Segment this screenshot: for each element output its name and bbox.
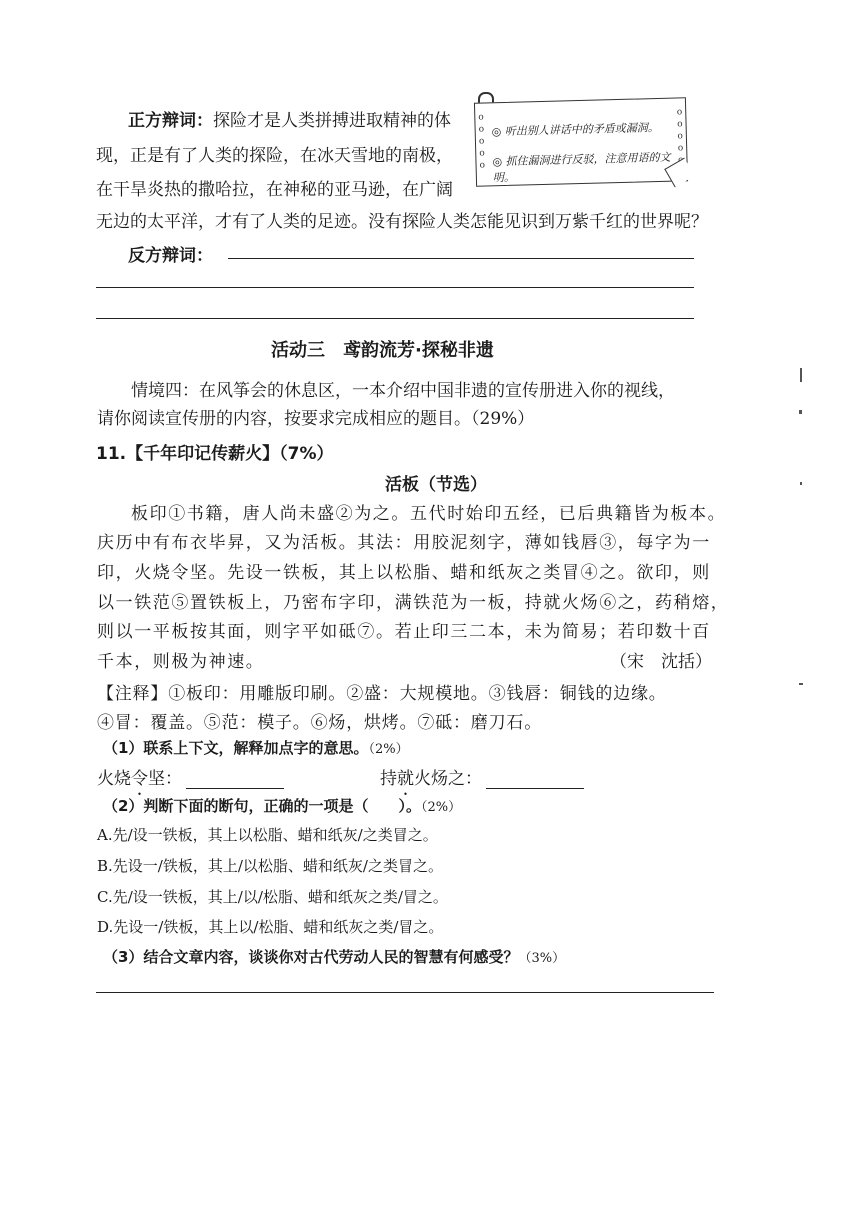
sub1-item1: 火烧令坚： (97, 764, 284, 789)
notes-line2: ④冒：覆盖。⑤范：模子。⑥炀，烘烤。⑦砥：磨刀石。 (97, 713, 542, 733)
sub1-prompt: （1）联系上下文，解释加点字的意思。（2%） (103, 739, 409, 757)
notes-line1: 【注释】①板印：用雕版印刷。②盛：大规模地。③钱唇：铜钱的边缘。 (97, 684, 667, 704)
dotted-char: 令 (131, 769, 148, 789)
sub2-prompt: （2）判断下面的断句，正确的一项是（ ）。（2%） (103, 797, 462, 815)
passage-line: 以一铁范⑤置铁板上，乃密布字印，满铁范为一板，持就火炀⑥之，药稍熔， (97, 593, 730, 613)
passage-line: 板印①书籍，唐人尚未盛②为之。五代时始印五经，已后典籍皆为板本。 (131, 504, 727, 524)
tip-item: ◎ 听出别人讲话中的矛盾或漏洞。 (491, 120, 659, 139)
sub3-answer-line[interactable] (96, 992, 714, 993)
sub1-answer-blank-2[interactable] (486, 788, 584, 789)
pro-argument-line1: 正方辩词：探险才是人类拼搏进取精神的体 (128, 111, 451, 131)
scene-text-line1: 情境四：在风筝会的休息区，一本介绍中国非遗的宣传册进入你的视线， (131, 381, 675, 401)
scan-mark (799, 410, 802, 414)
sub3-prompt: （3）结合文章内容，谈谈你对古代劳动人民的智慧有何感受？（3%） (103, 948, 566, 966)
option-c[interactable]: C.先/设一铁板，其上/以/松脂、蜡和纸灰之类/冒之。 (97, 888, 448, 906)
scene-text-line2: 请你阅读宣传册的内容，按要求完成相应的题目。（29%） (97, 409, 535, 429)
activity-title: 活动三 鸢韵流芳·探秘非遗 (271, 340, 494, 361)
tip-card (474, 97, 688, 187)
passage-line: 庆历中有布衣毕昇，又为活板。其法：用胶泥刻字，薄如钱唇③，每字为一 (97, 533, 711, 553)
con-answer-line-3[interactable] (96, 318, 694, 319)
tip-item: ◎ 抓住漏洞进行反驳，注意用语的文明。 (492, 150, 671, 185)
binder-holes-right: o o o o (676, 107, 684, 154)
scan-mark (800, 482, 802, 485)
question-11-heading: 11.【千年印记传薪火】（7%） (96, 444, 334, 464)
option-b[interactable]: B.先设一/铁板，其上/以松脂、蜡和纸灰/之类冒之。 (97, 857, 443, 875)
pro-argument-line2: 现，正是有了人类的探险，在冰天雪地的南极， (96, 146, 453, 166)
passage-title: 活板（节选） (385, 475, 487, 495)
pro-argument-line3: 在干旱炎热的撒哈拉，在神秘的亚马逊，在广阔 (96, 180, 453, 200)
scan-mark (800, 368, 802, 382)
passage-line: 印，火烧令坚。先设一铁板，其上以松脂、蜡和纸灰之类冒④之。欲印，则 (97, 563, 711, 583)
dotted-char: 就 (397, 769, 414, 789)
option-d[interactable]: D.先设一/铁板，其上以/松脂、蜡和纸灰之类/冒之。 (97, 918, 444, 936)
con-answer-line-1[interactable] (228, 258, 694, 259)
passage-line: 则以一平板按其面，则字平如砥⑦。若止印三二本，未为简易；若印数十百 (97, 622, 711, 642)
con-label: 反方辩词： (128, 246, 213, 266)
sub1-item2: 持就火炀之： (380, 764, 584, 789)
passage-line: 千本，则极为神速。 (97, 652, 265, 672)
pro-label: 正方辩词： (128, 111, 213, 131)
scan-mark (799, 683, 803, 685)
con-answer-line-2[interactable] (96, 287, 694, 288)
binder-holes-left: o o o o o (478, 112, 486, 171)
sub1-answer-blank-1[interactable] (186, 788, 284, 789)
passage-author: （宋 沈括） (610, 652, 712, 672)
option-a[interactable]: A.先/设一铁板，其上以松脂、蜡和纸灰/之类冒之。 (97, 826, 438, 844)
pro-argument-line4: 无边的太平洋，才有了人类的足迹。没有探险人类怎能见识到万紫千红的世界呢？ (96, 212, 708, 232)
